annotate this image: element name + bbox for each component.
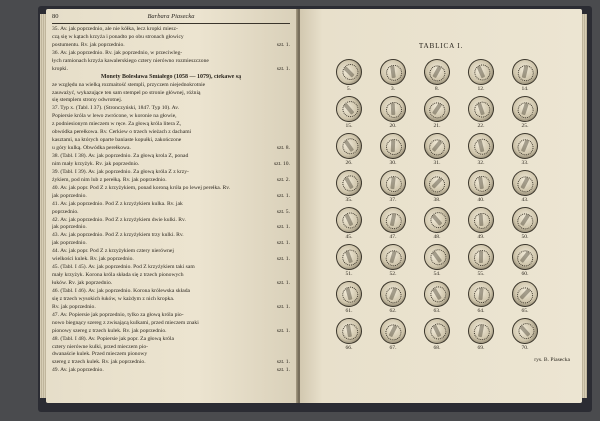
coin-number: 25.: [521, 123, 529, 129]
line-count: szt. 10.: [273, 160, 290, 167]
line-count: szt. 1.: [276, 280, 290, 286]
line-text: czą się w kątach krzyża i ponadto po obu stronach głowicy: [52, 33, 184, 40]
text-line: [52, 26, 290, 34]
coin-drawing: [419, 128, 456, 165]
text-line: [52, 280, 290, 288]
coin-drawing: [419, 91, 455, 127]
text-line: [52, 58, 290, 66]
line-text: jak poprzednio.: [52, 240, 87, 247]
text-line: [52, 34, 290, 42]
coin-number: 68.: [433, 345, 441, 351]
line-count: szt. 5.: [276, 208, 290, 215]
text-line: [52, 145, 290, 153]
text-line: [52, 97, 290, 105]
coin-number: 52.: [389, 271, 397, 277]
coin-drawing: [507, 313, 544, 350]
line-count: szt. 1.: [276, 192, 290, 199]
line-count: szt. 1.: [276, 41, 290, 48]
coin-number: 64.: [477, 308, 485, 314]
line-text: łych ramionach krzyża kawalerskiego cztery nierówno rozmieszczone: [52, 57, 209, 64]
coin-drawing: [331, 91, 368, 128]
coin-drawing: [419, 54, 454, 89]
text-line: [52, 217, 290, 225]
line-text: u góry kulką. Obwódka perełkowa.: [52, 145, 131, 152]
line-text: się z trzech wysokich łuków, w każdym z nich kropka.: [52, 295, 175, 302]
coin-number: 65.: [521, 308, 529, 314]
coin-drawing: [419, 276, 455, 312]
coin-number: 22.: [477, 123, 485, 129]
coin-drawing: [465, 130, 497, 162]
coin-drawing: [508, 129, 542, 163]
text-line: [52, 351, 290, 359]
text-line: [52, 383, 290, 391]
line-text: 45. (Tabl. I 45). Av. jak poprzednio. Pod Z krzyżykiem taki sam: [52, 264, 195, 271]
text-line: [52, 193, 290, 201]
text-line: [52, 201, 290, 209]
line-text: dwanaście kulek. Przed mieczem pionowy: [52, 351, 148, 358]
coin-drawing: [507, 165, 542, 200]
line-text: 41. Av. jak poprzednio. Pod Z z krzyżykiem kulka. Rv. jak: [52, 200, 183, 207]
coin-number: 20.: [389, 123, 397, 129]
coin-drawing: [332, 203, 367, 238]
coin-number: 33.: [521, 160, 529, 166]
coin-number: 50.: [521, 234, 529, 240]
coin-number: 37.: [389, 197, 397, 203]
line-count: szt. 1.: [276, 240, 290, 247]
line-text: 46. (Tabl. I 46). Av. jak poprzednio. Korona królewska składa: [52, 287, 191, 294]
coin-drawing: [420, 314, 455, 349]
text-line: [52, 232, 290, 240]
text-line: [52, 264, 290, 272]
coin-number: 3.: [390, 86, 396, 92]
text-line: [52, 256, 290, 264]
line-text: kasztami, na których oparte baniaste kopułki, zakończone: [52, 137, 182, 144]
line-count: szt. 1.: [276, 256, 290, 263]
coin-drawing: [419, 239, 455, 275]
line-text: 35. Av. jak poprzednio, ale nie kółka, lecz kropki miesz-: [52, 26, 178, 32]
coin-number: 45.: [345, 234, 353, 240]
line-text: 44. Av. jak popr. Pod Z z krzyżykiem cztery nierównej: [52, 248, 174, 255]
line-text: 43. Av. jak poprzednio. Pod Z z krzyżykiem trzy kulki. Rv.: [52, 232, 184, 239]
line-text: się stemplem strony odwrotnej.: [52, 97, 123, 104]
coin-number: 38.: [433, 197, 441, 203]
text-line: [52, 121, 290, 129]
text-line: [52, 296, 290, 304]
coin-number: 67.: [389, 345, 397, 351]
line-text: 37. Typ x. (Tabl. I 37). (Stronczyński, 1847. Typ 10). Av.: [52, 105, 180, 112]
coin-number: 26.: [345, 160, 353, 166]
line-text: 47. Av. Popiersie jak poprzednio, tylko za głową króla pio-: [52, 311, 184, 318]
coin-drawing: [507, 239, 543, 275]
line-text: pionowy szereg z trzech kulek. Rv. jak poprzednio.: [52, 327, 167, 334]
coin-number: 48.: [433, 234, 441, 240]
text-line: [52, 105, 290, 113]
text-line: [52, 129, 290, 137]
text-line: [52, 74, 290, 82]
coin-number: 32.: [477, 160, 485, 166]
line-text: nowo biegnący szereg z zwisającą kulkami, przed mieczem znaki: [52, 319, 199, 326]
coin-drawing: [466, 168, 496, 198]
text-line: [52, 359, 290, 367]
coin-number: 66.: [345, 345, 353, 351]
coin-drawing: [509, 93, 542, 126]
coin-number: 5.: [346, 86, 352, 92]
line-text: 48. (Tabl. I 48). Av. Popiersie jak popr. Za głową króla: [52, 335, 175, 342]
text-line: [52, 344, 290, 352]
coin-drawing: [378, 57, 407, 86]
coin-number: 21.: [433, 123, 441, 129]
left-page: [46, 9, 298, 403]
text-line: [52, 42, 290, 50]
right-page: [300, 9, 582, 403]
line-text: postumentu. Rv. jak poprzednio.: [52, 41, 125, 48]
line-count: szt. 1.: [276, 224, 290, 231]
coin-drawing: [419, 202, 456, 239]
line-text: 39. (Tabl. I 39). Av. jak poprzednio. Za głową króla Z z krzy-: [52, 168, 189, 175]
line-text: wielkości kulek. Rv. jak poprzednio.: [52, 256, 134, 263]
coin-number: 55.: [477, 271, 485, 277]
coin-drawing: [507, 276, 544, 313]
line-text: poprzednio.: [52, 208, 79, 215]
text-line: [52, 113, 290, 121]
coin-drawing: [419, 165, 456, 202]
line-text: żykiem, pod nim lub z perełką. Rv. jak poprzednio.: [52, 176, 167, 183]
line-text: ze względu na wielką rozmaitość stempli, przyczem niejednokrotnie: [52, 81, 206, 88]
line-text: jak poprzednio.: [52, 224, 87, 231]
coin-drawing: [376, 314, 411, 349]
coin-drawing: [466, 316, 496, 346]
coin-drawing: [331, 128, 367, 164]
coin-drawing: [379, 95, 406, 122]
coin-number: 40.: [477, 197, 485, 203]
text-line: [52, 312, 290, 320]
illustrator-signature: rys. B. Piasecka: [534, 357, 570, 363]
line-text: obwódka perełkowa. Rv. Cerkiew o trzech wieżach z dachami: [52, 129, 192, 136]
line-count: szt. 1.: [276, 367, 290, 374]
coin-drawing: [507, 202, 543, 238]
coin-number: 35.: [345, 197, 353, 203]
text-line: [52, 336, 290, 344]
line-text: łuków. Rv. jak poprzednio.: [52, 280, 113, 286]
text-line: [52, 153, 290, 161]
line-text: 42. Av. jak poprzednio. Pod Z z krzyżykiem dwie kulki. Rv.: [52, 216, 186, 223]
line-text: 49. Av. jak poprzednio.: [52, 367, 104, 374]
text-line: [52, 375, 290, 383]
line-count: szt. 1.: [276, 303, 290, 310]
text-line: [52, 161, 290, 169]
line-text: nim mały krzyżyk. Rv. jak poprzednio.: [52, 160, 140, 167]
line-count: szt. 2.: [276, 176, 290, 183]
coin-drawing: [378, 205, 409, 236]
page-header: [52, 12, 290, 24]
line-text: 40. Av. jak popr. Pod Z z krzyżykiem, ponad koroną króla po lewej perełka. Rv.: [52, 184, 231, 191]
text-line: [52, 399, 290, 403]
text-line: [52, 272, 290, 280]
line-count: szt. 1.: [276, 65, 290, 72]
coin-drawing: [376, 277, 410, 311]
coin-number: 54.: [433, 271, 441, 277]
coin-plate: [318, 59, 568, 359]
text-line: [52, 320, 290, 328]
text-line: [52, 209, 290, 217]
coin-number: 30.: [389, 160, 397, 166]
line-count: szt. 1.: [276, 327, 290, 334]
line-text: 36. Av. jak poprzednio. Rv. jak poprzednio, w przeciwleg-: [52, 49, 183, 56]
coin-drawing: [379, 169, 408, 198]
line-text: cztery nierówne kulki, przed mieczem pio-: [52, 343, 148, 350]
line-text: z podniesionym mieczem w ręce. Za głową króla litera Z,: [52, 121, 182, 128]
coin-number: 43.: [521, 197, 529, 203]
line-text: jak poprzednio.: [52, 192, 87, 199]
coin-number: 14.: [521, 86, 529, 92]
text-line: [52, 328, 290, 336]
coin-drawing: [464, 55, 498, 89]
line-text: Rv. jak poprzednio.: [52, 303, 96, 310]
coin-number: 61.: [345, 308, 353, 314]
coin-drawing: [377, 241, 409, 273]
coin-number: 62.: [389, 308, 397, 314]
line-text: Monety Bolesława Śmiałego (1058 — 1079), ciekawe są: [100, 73, 242, 80]
coin-number: 15.: [345, 123, 353, 129]
coin-drawing: [509, 56, 540, 87]
coin-number: 70.: [521, 345, 529, 351]
coin-number: 12.: [477, 86, 485, 92]
text-line: [52, 137, 290, 145]
page-number: 80: [52, 13, 59, 20]
text-line: [52, 82, 290, 90]
coin-drawing: [332, 240, 365, 273]
line-count: szt. 1.: [276, 359, 290, 366]
coin-drawing: [467, 280, 496, 309]
coin-drawing: [467, 206, 495, 234]
text-line: [52, 391, 290, 399]
coin-drawing: [468, 244, 494, 270]
coin-drawing: [334, 316, 364, 346]
coin-drawing: [331, 165, 367, 201]
line-text: mały krzyżyk. Korona króla składa się z trzech pionowych: [52, 272, 184, 279]
coin-number: 60.: [521, 271, 529, 277]
text-line: [52, 367, 290, 375]
running-head: Barbara Piasecka: [147, 13, 195, 20]
text-line: [52, 177, 290, 185]
text-line: [52, 288, 290, 296]
coin-number: 47.: [389, 234, 397, 240]
coin-number: 63.: [433, 308, 441, 314]
line-text: szereg z trzech kulek. Rv. jak poprzednio.: [52, 359, 146, 366]
coin-drawing: [331, 54, 368, 91]
line-count: szt. 8.: [276, 145, 290, 152]
text-line: [52, 224, 290, 232]
coin-drawing: [464, 92, 497, 125]
coin-number: 31.: [433, 160, 441, 166]
coin-number: 8.: [434, 86, 440, 92]
plate-title: TABLICA I.: [418, 42, 464, 50]
text-line: [52, 169, 290, 177]
text-body: [52, 26, 290, 403]
line-text: 38. (Tabl. I 38). Av. jak poprzednio. Za głową krola Z, ponad: [52, 153, 189, 159]
line-text: zauważyć, wykazujące ten sam stempel po stronie głównej, różnią: [52, 89, 201, 96]
text-line: [52, 304, 290, 312]
text-line: [52, 50, 290, 58]
text-line: [52, 90, 290, 98]
coin-number: 51.: [345, 271, 353, 277]
coin-number: 69.: [477, 345, 485, 351]
text-line: [52, 240, 290, 248]
coin-drawing: [380, 133, 407, 160]
line-text: kropki.: [52, 65, 69, 72]
coin-number: 49.: [477, 234, 485, 240]
text-line: [52, 248, 290, 256]
line-text: Popiersie króla w lewo zwrócone, w koronie na głowie,: [52, 113, 177, 120]
coin-drawing: [333, 278, 365, 310]
text-line: [52, 66, 290, 74]
text-line: [52, 185, 290, 193]
